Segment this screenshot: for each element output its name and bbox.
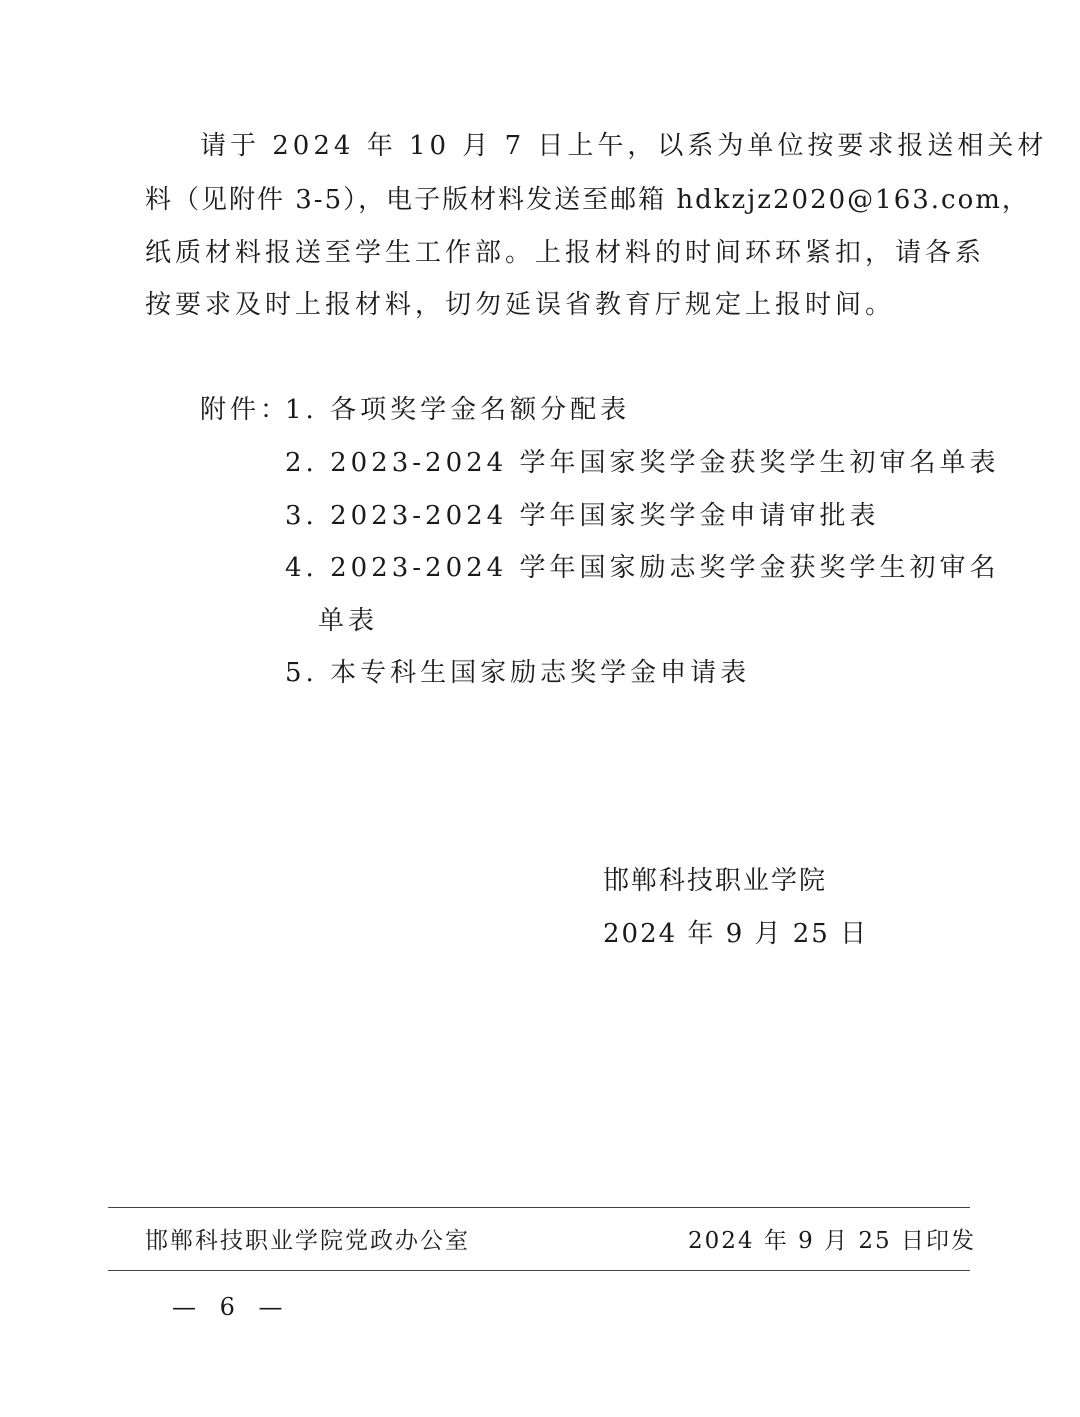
page-number: — 6 — [172,1293,291,1321]
footer-top-rule [108,1207,970,1208]
signature-date: 2024 年 9 月 25 日 [603,919,869,949]
attachment-item-3: 3. 2023-2024 学年国家奖学金申请审批表 [285,501,880,531]
paragraph-line-4: 按要求及时上报材料，切勿延误省教育厅规定上报时间。 [145,290,896,320]
attachment-item-5: 5. 本专科生国家励志奖学金申请表 [285,658,751,688]
attachment-item-1: 1. 各项奖学金名额分配表 [285,395,631,425]
attachment-item-4: 4. 2023-2024 学年国家励志奖学金获奖学生初审名 [285,553,1000,583]
attachments-label: 附件： [200,395,291,425]
paragraph-line-2: 料（见附件 3-5），电子版材料发送至邮箱 hdkzjz2020@163.com， [145,185,1030,215]
footer-issuer: 邯郸科技职业学院党政办公室 [145,1228,470,1254]
footer-issue-date: 2024 年 9 月 25 日印发 [688,1228,976,1254]
attachment-item-4-continued: 单表 [318,606,379,636]
footer-bottom-rule [108,1270,970,1271]
paragraph-line-3: 纸质材料报送至学生工作部。上报材料的时间环环紧扣，请各系 [145,238,986,268]
paragraph-line-1: 请于 2024 年 10 月 7 日上午，以系为单位按要求报送相关材 [200,131,1048,161]
signature-org: 邯郸科技职业学院 [603,866,828,896]
attachment-item-2: 2. 2023-2024 学年国家奖学金获奖学生初审名单表 [285,448,1000,478]
